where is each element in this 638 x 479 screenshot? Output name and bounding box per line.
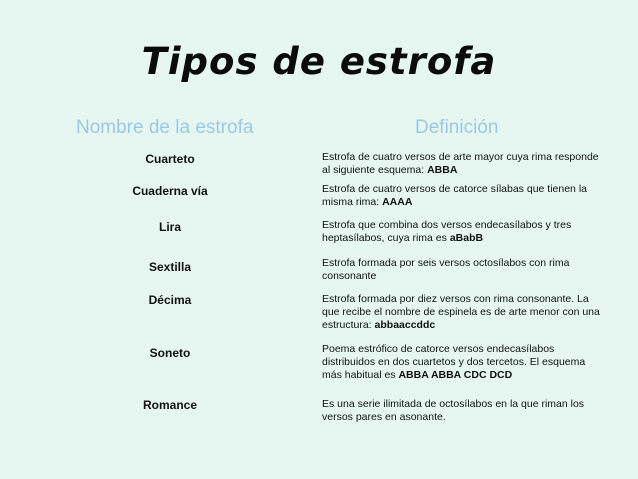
rhyme-scheme: abbaaccddc [374,319,436,331]
stanza-definition: Estrofa formada por seis versos octosílabos con rima consonante [322,257,570,282]
rhyme-scheme: aBabB [449,232,484,244]
stanza-definition: Poema estrófico de catorce versos endecasílabos distribuidos en dos cuartetos y dos tercetos. El esquema más habitual es ABBA ABBA CDC DCD [322,343,586,381]
stanza-name: Cuaderna vía [132,184,208,198]
stanza-name: Lira [158,220,181,234]
stanza-name: Cuarteto [145,152,195,166]
stanza-name: Soneto [149,346,191,360]
stanza-definition: Estrofa que combina dos versos endecasílabos y tres heptasílabos, cuya rima es aBabB [322,219,572,244]
rhyme-scheme: AAAA [382,196,413,208]
stanza-definition: Estrofa de cuatro versos de arte mayor cuya rima responde al siguiente esquema: ABBA [322,151,599,176]
stanza-name: Sextilla [148,260,192,274]
column-header-name: Nombre de la estrofa [76,117,254,138]
stanza-name: Décima [148,293,192,307]
rhyme-scheme: ABBA ABBA CDC DCD [398,369,513,381]
page-title: Tipos de estrofa [141,40,497,83]
stanza-name: Romance [142,398,198,412]
stanza-definition: Estrofa de cuatro versos de catorce sílabas que tienen la misma rima: AAAA [322,183,587,208]
stanza-definition: Estrofa formada por diez versos con rima consonante. La que recibe el nombre de espinela es de arte menor con una estructura: abbaaccddc [322,293,600,331]
column-header-definition: Definición [415,117,499,138]
rhyme-scheme: ABBA [427,164,458,176]
stanza-definition: Es una serie ilimitada de octosílabos en la que riman los versos pares en asonante. [322,398,585,423]
